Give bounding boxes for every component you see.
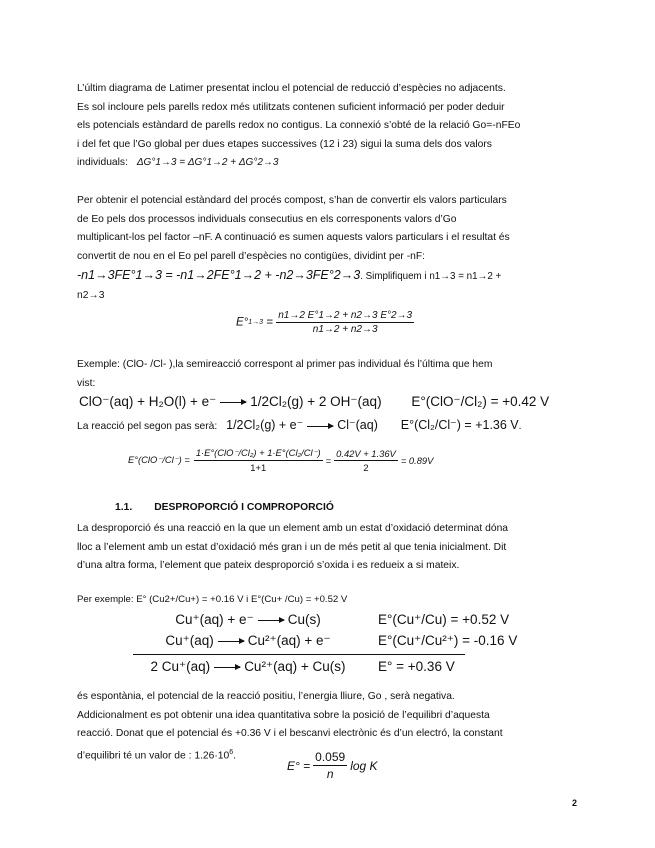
equation-rhs: log K	[350, 758, 378, 773]
equation-calculation	[128, 447, 433, 473]
text-line: La desproporció és una reacció en la que un element amb un estat d’oxidació determinat dóna	[77, 523, 509, 534]
paragraph-example	[77, 356, 579, 393]
text-line: multiplicant-los pel factor –nF. A continuació es sumen aquests valors particulars i el resultat és	[77, 232, 510, 244]
equals-sign: =	[325, 454, 332, 466]
text-line: de Eo pels dos processos individuals consecutius en els corresponents valors d’Go	[77, 213, 457, 225]
reaction-copper-net	[133, 659, 363, 675]
reaction-reactants: ClO⁻(aq) + H₂O(l) + e⁻	[79, 394, 217, 409]
reaction-potential: E°(Cl₂/Cl⁻) = +1.36 V	[400, 418, 519, 432]
equation-fraction	[313, 750, 347, 781]
reaction-products: Cl⁻(aq)	[337, 418, 378, 432]
text-fragment: .	[518, 421, 522, 432]
reaction-copper-2	[133, 633, 363, 649]
reaction-products: Cu(s)	[287, 612, 321, 627]
section-title: DESPROPORCIÓ I COMPROPORCIÓ	[154, 502, 334, 513]
text-fragment: individuals:	[77, 157, 128, 169]
reaction-copper-1-potential: E°(Cu⁺/Cu) = +0.52 V	[378, 612, 510, 627]
equation-combined-potential: E°1→3 = $\frac{n1\to 2 E^\circ 1\to 2 + n2\to 3 E^\circ 2\to 3}{n1\to 2 + n2\to 3}$	[236, 310, 413, 335]
text-fragment: . Simplifiquem i n1→3 = n1→2 +	[360, 271, 502, 283]
fraction-denominator: n1→2 + n2→3	[312, 324, 378, 335]
reaction-reactants: Cu⁺(aq)	[165, 633, 214, 648]
reaction-products: Cu²⁺(aq) + e⁻	[247, 633, 331, 648]
fraction-denominator: 2	[363, 461, 369, 473]
equation-fraction	[194, 447, 323, 473]
text-line: Per exemple: E° (Cu2+/Cu+) = +0.16 V i E°(Cu+ /Cu) = +0.52 V	[77, 594, 348, 605]
paragraph-latimer	[77, 80, 579, 173]
reaction-arrow-icon	[258, 620, 284, 621]
inline-equation-nfe: -n1→3FE°1→3 = -n1→2FE°1→2 + -n2→3FE°2→3	[77, 268, 361, 283]
text-fragment: d’equilibri té un valor de : 1.26·10	[77, 750, 230, 762]
text-line: Es sol incloure pels parells redox més utilitzats contenen suficient informació per poder deduir	[77, 101, 505, 113]
fraction-denominator: 1+1	[250, 462, 267, 473]
text-line: n2→3	[77, 289, 105, 301]
reaction-products: Cu²⁺(aq) + Cu(s)	[244, 659, 346, 674]
equation-lhs: E°	[236, 316, 249, 329]
text-line	[77, 154, 579, 173]
text-line: convertit de nou en el Eo pel parell d’espècies no contigües, dividint per -nF:	[77, 250, 426, 262]
reaction-reactants: 2 Cu⁺(aq)	[150, 659, 211, 674]
reaction-copper-2-potential: E°(Cu⁺/Cu²⁺) = -0.16 V	[378, 633, 518, 648]
fraction-numerator: 1·E°(ClO⁻/Cl₂) + 1·E°(Cl₂/Cl⁻)	[194, 447, 323, 461]
reaction-potential: E°(ClO⁻/Cl₂) = +0.42 V	[411, 394, 550, 409]
text-line: els potencials estàndard de parells redox no contigus. La connexió s’obté de la relació Go=-nFEo	[77, 120, 521, 132]
fraction-denominator: n	[326, 767, 334, 781]
text-line: Addicionalment es pot obtenir una idea quantitativa sobre la posició de l’equilibri d’aquesta	[77, 709, 490, 721]
equation-result: = 0.89V	[400, 454, 434, 466]
page-number: 2	[572, 798, 578, 808]
text-line: lloc a l’element amb un estat d’oxidació més gran i un de més petit al que tenia inicialment. Dit	[77, 541, 507, 553]
fraction-numerator: 0.42V + 1.36V	[336, 447, 396, 459]
reaction-products: 1/2Cl₂(g) + 2 OH⁻(aq)	[250, 394, 382, 409]
reaction-arrow-icon	[218, 641, 244, 642]
equation-lhs: E° =	[287, 758, 311, 773]
text-line: d’una altra forma, l’element que pateix desproporció s’oxida i es redueix a si mateix.	[77, 560, 460, 572]
text-fragment: La reacció pel segon pas serà:	[77, 421, 218, 432]
fraction-numerator: 0.059	[315, 750, 346, 764]
text-line	[77, 266, 579, 287]
reaction-reactants: Cu⁺(aq) + e⁻	[175, 612, 254, 627]
reaction-second-step	[77, 417, 522, 432]
sum-divider	[133, 654, 465, 655]
text-line: L’últim diagrama de Latimer presentat inclou el potencial de reducció d’espècies no adjacents.	[77, 83, 506, 94]
equation-equilibrium-constant	[287, 750, 378, 781]
equation-lhs-subscript: 1→3	[248, 319, 264, 326]
text-line: Per obtenir el potencial estàndard del procés compost, s’han de convertir els valors particulars	[77, 195, 507, 206]
reaction-copper-net-potential: E° = +0.36 V	[378, 659, 455, 674]
reaction-reactants: 1/2Cl₂(g) + e⁻	[226, 418, 304, 432]
equation-fraction	[276, 310, 414, 335]
text-line: vist:	[77, 377, 96, 389]
text-line: reacció. Donat que el potencial és +0.36 V i el bescanvi electrònic és d’un electró, la constant	[77, 728, 503, 740]
section-heading	[115, 502, 334, 513]
text-line: és espontània, el potencial de la reacció positiu, l’energia lliure, Go , serà negativa.	[77, 691, 455, 702]
paragraph-copper-example	[77, 591, 579, 610]
inline-equation-gibbs: ΔG°1→3 = ΔG°1→2 + ΔG°2→3	[136, 157, 279, 169]
equation-fraction	[334, 448, 398, 473]
paragraph-disproportionation	[77, 520, 579, 576]
text-fragment: .	[233, 750, 237, 762]
reaction-arrow-icon	[214, 667, 240, 668]
section-number: 1.1.	[115, 502, 133, 513]
equation-lhs: E°(ClO⁻/Cl⁻) =	[128, 454, 190, 465]
reaction-copper-1	[133, 612, 363, 628]
reaction-hypochlorite	[79, 394, 549, 410]
exponent: 6	[229, 748, 234, 756]
text-line: Exemple: (ClO- /Cl- ),la semireacció correspont al primer pas individual és l’última que hem	[77, 359, 493, 370]
reaction-arrow-icon	[220, 402, 246, 403]
text-line: i del fet que l’Go global per dues etapes successives (12 i 23) sigui la suma dels dos valors	[77, 138, 492, 150]
reaction-arrow-icon	[307, 426, 333, 427]
paragraph-composite-potential	[77, 192, 579, 306]
fraction-numerator: n1→2 E°1→2 + n2→3 E°2→3	[278, 310, 413, 321]
